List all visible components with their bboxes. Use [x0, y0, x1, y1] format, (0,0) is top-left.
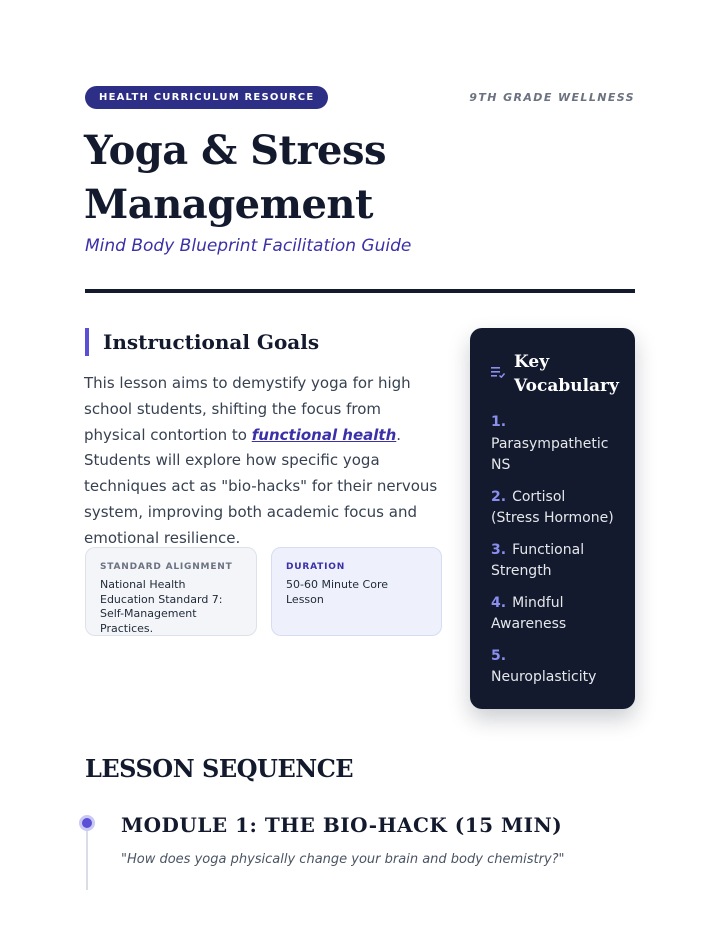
vocab-item-number: 4. — [491, 594, 507, 611]
duration-value: 50-60 Minute Core Lesson — [286, 578, 388, 606]
goals-text-after: . Students will explore how specific yoga techniques act as "bio-hacks" for their nervous system, improving both academic focus and emotional resilience. — [84, 425, 438, 547]
title-line-2: Management — [84, 181, 373, 228]
goals-heading: Instructional Goals — [85, 328, 319, 356]
standard-alignment-value: National Health Education Standard 7: Self-Management Practices. — [100, 578, 223, 635]
title-divider — [85, 289, 635, 293]
standard-alignment-card — [85, 547, 257, 636]
vocab-header — [491, 350, 619, 398]
standard-alignment-label: STANDARD ALIGNMENT — [100, 562, 233, 572]
vocab-item-term: Functional Strength — [491, 541, 585, 579]
key-vocabulary-panel — [470, 328, 635, 709]
goals-paragraph — [84, 371, 446, 552]
vocab-item — [491, 540, 614, 583]
module-1-question: "How does yoga physically change your brain and body chemistry?" — [121, 852, 565, 867]
page-title — [84, 124, 544, 232]
goals-text-before: This lesson aims to demystify yoga for high school students, shifting the focus from physical contortion to — [84, 374, 411, 444]
header-row — [85, 84, 635, 110]
vocab-item — [491, 646, 614, 689]
title-line-1: Yoga & Stress — [84, 127, 387, 174]
vocab-item-term: Parasympathetic NS — [491, 435, 609, 473]
lesson-sequence-heading: LESSON SEQUENCE — [85, 754, 354, 783]
timeline-line — [86, 822, 88, 890]
duration-label: DURATION — [286, 562, 346, 572]
grade-label: 9TH GRADE WELLNESS — [469, 90, 635, 104]
curriculum-badge: HEALTH CURRICULUM RESOURCE — [85, 86, 328, 109]
vocab-item-term: Neuroplasticity — [491, 669, 597, 685]
functional-health-link[interactable]: functional health — [251, 425, 397, 444]
vocab-item-number: 3. — [491, 541, 507, 558]
page-subtitle: Mind Body Blueprint Facilitation Guide — [85, 236, 412, 256]
vocab-item-term: Mindful Awareness — [491, 594, 567, 632]
vocab-item-number: 5. — [491, 647, 507, 664]
vocab-item — [491, 487, 614, 530]
timeline-dot — [79, 815, 95, 831]
list-icon — [491, 366, 505, 381]
vocab-item-number: 2. — [491, 488, 507, 505]
module-1-title: MODULE 1: THE BIO-HACK (15 MIN) — [121, 813, 563, 837]
vocab-item — [491, 593, 614, 636]
vocab-item-number: 1. — [491, 414, 507, 430]
duration-card — [271, 547, 442, 636]
vocab-item — [491, 412, 614, 477]
vocab-title: Key Vocabulary — [514, 352, 619, 396]
vocab-item-term: Cortisol (Stress Hormone) — [491, 488, 614, 526]
